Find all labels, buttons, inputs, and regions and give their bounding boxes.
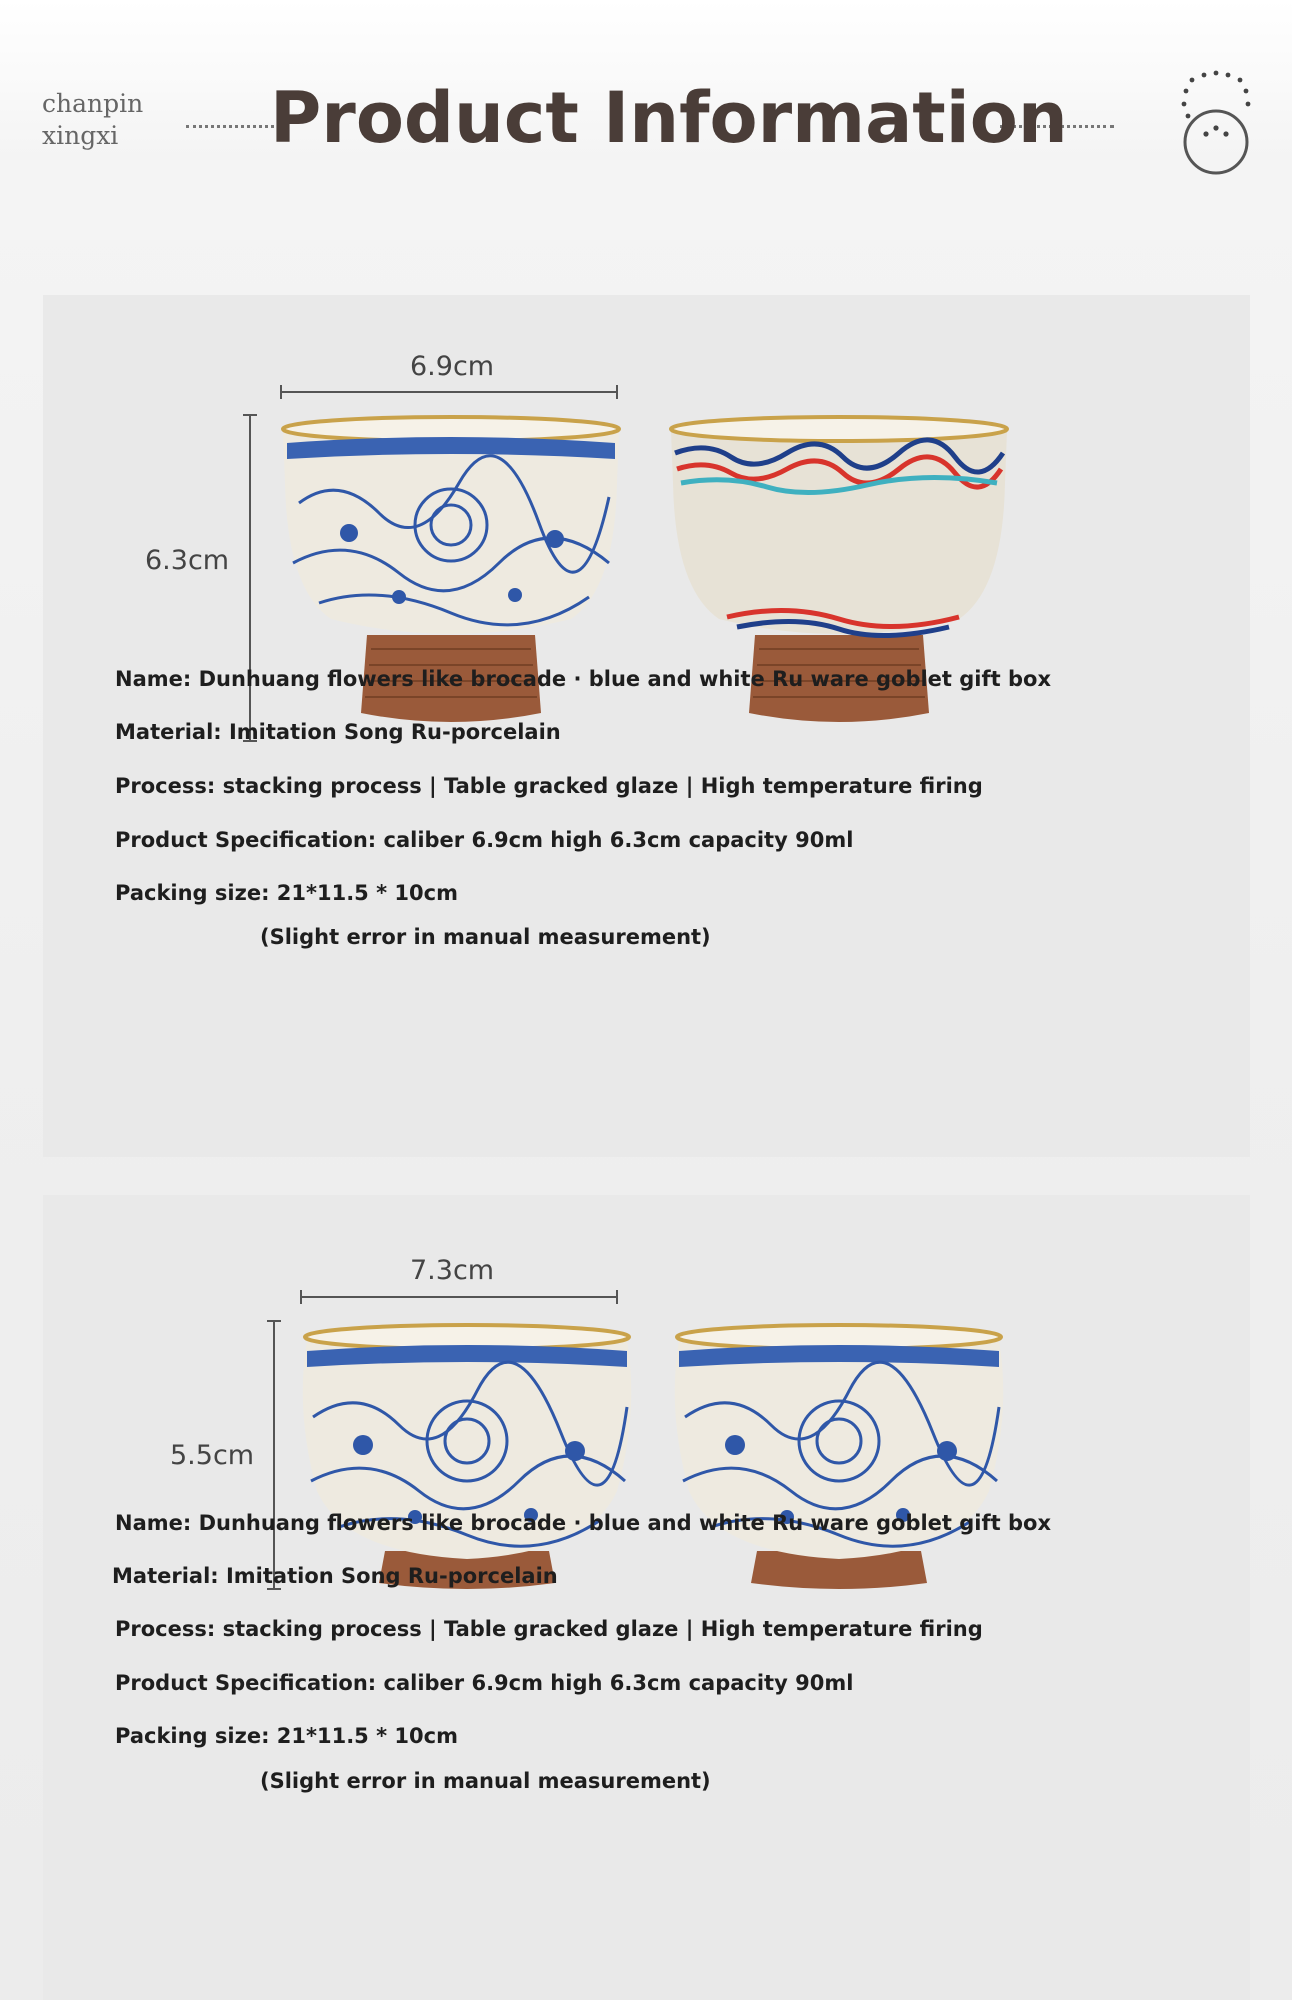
side-label [42,88,143,152]
measurement-note: (Slight error in manual measurement) [260,925,711,949]
spec-material: Material: Imitation Song Ru-porcelain [115,720,561,744]
enamel-goblet-image [667,413,1011,745]
product-card-cup [43,1195,1250,2000]
spec-name: Name: Dunhuang flowers like brocade · blue and white Ru ware goblet gift box [115,667,1051,691]
measurement-note: (Slight error in manual measurement) [260,1769,711,1793]
spec-process: Process: stacking process | Table gracked glaze | High temperature firing [115,774,983,798]
page-header [0,0,1292,200]
height-dimension-label: 5.5cm [170,1440,255,1471]
spec-specification: Product Specification: caliber 6.9cm high 6.3cm capacity 90ml [115,828,854,852]
height-dimension-line [249,415,251,741]
product-card-goblet [43,295,1250,1157]
height-dimension-label: 6.3cm [145,545,230,576]
width-dimension-line [301,1296,617,1298]
side-label-line2: xingxi [42,121,119,150]
dots-circle-icon [1180,70,1252,178]
page-title: Product Information [270,77,1068,159]
width-dimension-label: 7.3cm [410,1255,495,1286]
blue-white-cup-image-right [671,1321,1007,1593]
blue-white-cup-image-left [299,1321,635,1593]
spec-packing-size: Packing size: 21*11.5 * 10cm [115,1724,458,1748]
spec-name: Name: Dunhuang flowers like brocade · blue and white Ru ware goblet gift box [115,1511,1051,1535]
width-dimension-line [281,391,617,393]
width-dimension-label: 6.9cm [410,351,495,382]
height-dimension-line [273,1321,275,1589]
spec-material: Material: Imitation Song Ru-porcelain [112,1564,558,1588]
spec-specification: Product Specification: caliber 6.9cm high 6.3cm capacity 90ml [115,1671,854,1695]
blue-white-goblet-image [279,413,623,745]
side-label-line1: chanpin [42,89,144,118]
spec-process: Process: stacking process | Table gracked glaze | High temperature firing [115,1617,983,1641]
spec-packing-size: Packing size: 21*11.5 * 10cm [115,881,458,905]
